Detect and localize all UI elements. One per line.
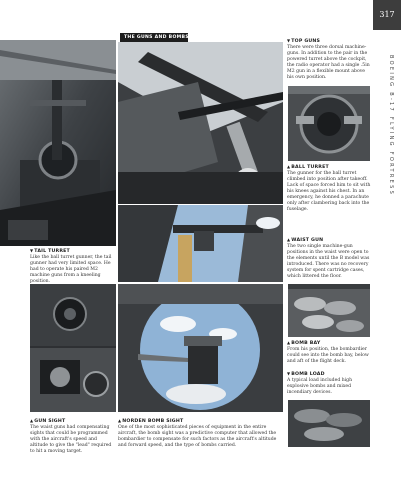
ball-turret-text: The gunner for the ball turret climbed into position after takeoff. Lack of space forced him to sit with his knees against his chest. In an emergency, he donned a parachute only after clambering back into the fuselage.: [287, 171, 371, 212]
waist-gun-caption: ▲WAIST GUN The two single machine-gun positions in the waist were open to the elements until the B model was introduced. There was no recovery system for spent cartridge cases, which littered the floor.: [287, 237, 373, 280]
tail-turret-text: Like the ball turret gunner, the tail gunner had very limited space. He had to operate his paired M2 machine guns from a kneeling position.: [30, 255, 112, 284]
tail-turret-photo: [0, 40, 116, 246]
top-guns-text: There were three dorsal machine-guns. In addition to the pair in the powered turret above the cockpit, the radio operator had a single .5in M2 gun in a flexible mount above his own position.: [287, 45, 370, 80]
bomb-bay-caption: ▲BOMB BAY From his position, the bombardier could see into the bomb bay, below and aft of the flight deck.: [287, 340, 373, 365]
bomb-bay-text: From his position, the bombardier could see into the bomb bay, below and aft of the flight deck.: [287, 347, 369, 364]
top-guns-caption: ▼TOP GUNS There were three dorsal machine-guns. In addition to the pair in the powered turret above the cockpit, the radio operator had a single .5in M2 gun in a flexible mount above his own position.: [287, 38, 373, 81]
waist-gun-title: WAIST GUN: [291, 238, 324, 243]
gun-sight-caption: ▲GUN SIGHT The waist guns had compensating sights that could be programmed with the aircraft's speed and altitude to give the "lead" required to hit a moving target.: [30, 418, 116, 455]
gun-sight-photo: [30, 284, 116, 412]
top-guns-photo: [118, 42, 283, 204]
norden-bombsight-photo: [118, 284, 283, 412]
norden-text: One of the most sophisticated pieces of equipment in the entire aircraft, the bomb sight was a predictive computer that allowed the bombardier to compensate for such factors as the aircraft's altitude and forward speed, and the type of bombs carried.: [118, 425, 277, 448]
top-guns-title: TOP GUNS: [291, 39, 321, 44]
bomb-bay-photo: [288, 284, 370, 337]
tail-turret-title: TAIL TURRET: [34, 249, 70, 254]
gun-sight-text: The waist guns had compensating sights that could be programmed with the aircraft's speed and altitude to give the "lead" required to hit a moving target.: [30, 425, 112, 454]
ball-turret-title: BALL TURRET: [291, 165, 329, 170]
ball-turret-photo: [288, 86, 370, 161]
bomb-load-photo: [288, 400, 370, 447]
bomb-load-title: BOMB LOAD: [291, 372, 325, 377]
tail-turret-caption: ▼TAIL TURRET Like the ball turret gunner, the tail gunner had very limited space. He had to operate his paired M2 machine guns from a kneeling position.: [30, 248, 116, 285]
section-header: THE GUNS AND BOMBS: [120, 33, 188, 42]
waist-gun-text: The two single machine-gun positions in the waist were open to the elements until the B model was introduced. There was no recovery system for spent cartridge cases, which littered the floor.: [287, 244, 370, 279]
bomb-load-text: A typical load included high explosive bombs and mixed incendiary devices.: [287, 378, 353, 395]
norden-caption: ▲NORDEN BOMB SIGHT One of the most sophisticated pieces of equipment in the entire aircraft, the bomb sight was a predictive computer that allowed the bombardier to compensate for such factors as the aircraft's altitude and forward speed, and the type of bombs carried.: [118, 418, 283, 449]
bomb-bay-title: BOMB BAY: [291, 341, 321, 346]
norden-title: NORDEN BOMB SIGHT: [122, 419, 184, 424]
bomb-load-caption: ▼BOMB LOAD A typical load included high explosive bombs and mixed incendiary devices.: [287, 371, 373, 396]
running-head: BOEING B-17 FLYING FORTRESS: [388, 55, 394, 197]
gun-sight-title: GUN SIGHT: [34, 419, 66, 424]
page-number: 317: [379, 10, 395, 19]
ball-turret-caption: ▲BALL TURRET The gunner for the ball turret climbed into position after takeoff. Lack of space forced him to sit with his knees against his chest. In an emergency, he donned a parachute only after clambering back into the fuselage.: [287, 164, 373, 213]
waist-gun-photo: [118, 205, 283, 282]
